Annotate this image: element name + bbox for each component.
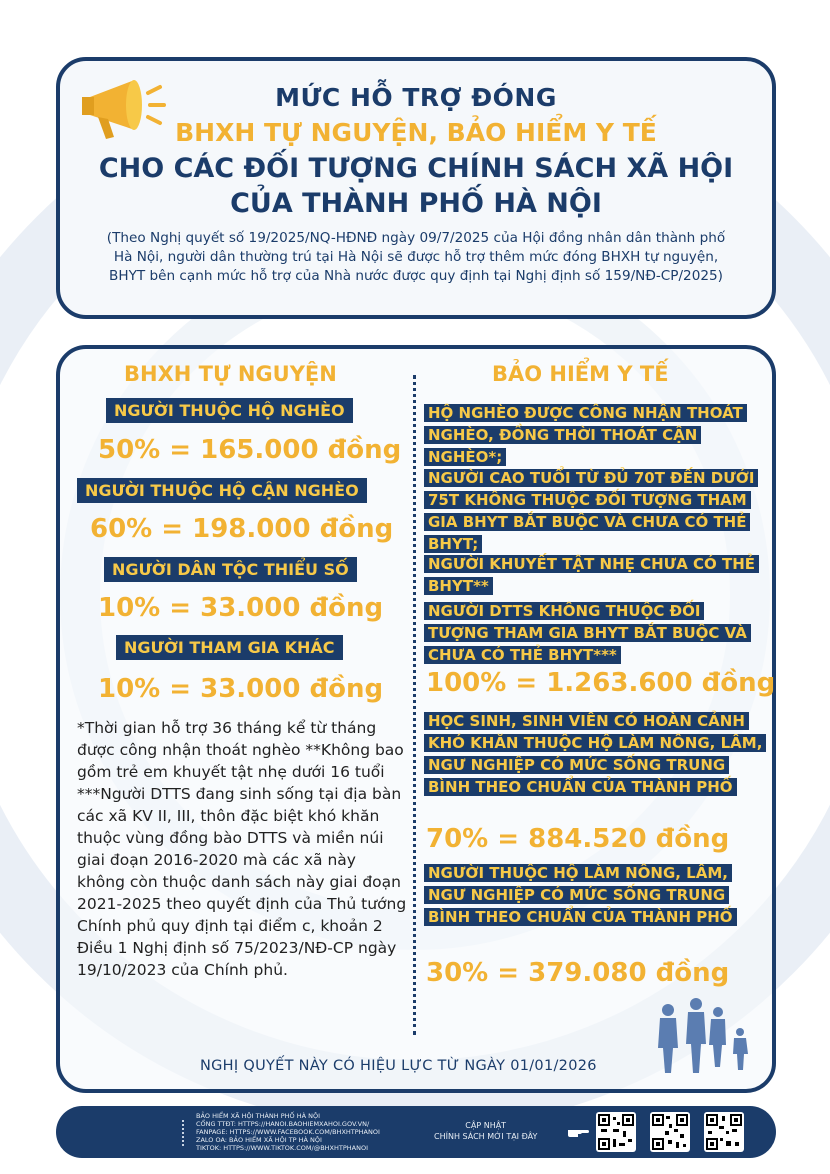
right-amount-30: 30% = 379.080 đồng	[426, 958, 730, 988]
right-group1-text-2: NGƯỜI CAO TUỔI TỪ ĐỦ 70T ĐẾN DƯỚI 75T KHÔNG THUỘC ĐỐI TƯỢNG THAM GIA BHYT BẮT BUỘC VÀ CHƯA CÓ THẺ BHYT;	[424, 469, 758, 553]
left-label-tham-gia-khac: NGƯỜI THAM GIA KHÁC	[116, 635, 343, 660]
title-line-1: MỨC HỖ TRỢ ĐÓNG	[275, 83, 557, 112]
pointing-hand-icon	[566, 1124, 590, 1140]
footer-zalo[interactable]: ZALO OA: BẢO HIỂM XÃ HỘI TP HÀ NỘI	[196, 1136, 322, 1144]
right-column-title: BẢO HIỂM Y TẾ	[492, 362, 669, 386]
left-label-can-ngheo: NGƯỜI THUỘC HỘ CẬN NGHÈO	[77, 478, 367, 503]
header-note: (Theo Nghị quyết số 19/2025/NQ-HĐNĐ ngày 09/7/2025 của Hội đồng nhân dân thành phố Hà Nội, người dân thường trú tại Hà Nội sẽ được hỗ trợ thêm mức đóng BHXH tự nguyện, BHYT bên cạnh mức hỗ trợ của Nhà nước được quy định tại Nghị định số 159/NĐ-CP/2025)	[106, 230, 726, 284]
megaphone-icon	[80, 73, 170, 143]
footer-update-text	[434, 1120, 537, 1142]
footer-portal-link[interactable]: CỔNG TTĐT: HTTPS://HANOI.BAOHIEMXAHOI.GOV.VN/	[196, 1120, 370, 1128]
title-line-4: CỦA THÀNH PHỐ HÀ NỘI	[230, 188, 602, 219]
left-amount-tham-gia-khac: 10% = 33.000 đồng	[98, 674, 384, 704]
footer-org: BẢO HIỂM XÃ HỘI THÀNH PHỐ HÀ NỘI	[196, 1112, 321, 1120]
column-divider	[413, 375, 416, 1035]
left-amount-can-ngheo: 60% = 198.000 đồng	[90, 514, 394, 544]
footer-bar	[56, 1106, 776, 1158]
left-label-dan-toc: NGƯỜI DÂN TỘC THIỂU SỐ	[104, 557, 357, 582]
right-group1-text-1: HỘ NGHÈO ĐƯỢC CÔNG NHẬN THOÁT NGHÈO, ĐỒNG THỜI THOÁT CẬN NGHÈO*;	[424, 404, 747, 466]
left-amount-ho-ngheo: 50% = 165.000 đồng	[98, 435, 402, 465]
qr-code-icon[interactable]	[596, 1112, 636, 1152]
footer-update-line2: CHÍNH SÁCH MỚI TẠI ĐÂY	[434, 1132, 538, 1141]
footer-update-line1: CẬP NHẬT	[465, 1121, 507, 1130]
footnote-text: *Thời gian hỗ trợ 36 tháng kể từ tháng được công nhận thoát nghèo **Không bao gồm trẻ em khuyết tật nhẹ dưới 16 tuổi ***Người DTTS đang sinh sống tại địa bàn các xã KV II, III, thôn đặc biệt khó khăn thuộc vùng đồng bào DTTS và miền núi giai đoạn 2016-2020 mà các xã này không còn thuộc danh sách này giai đoạn 2021-2025 theo quyết định của Thủ tướng Chính phủ quy định tại điểm c, khoản 2 Điều 1 Nghị định số 75/2023/NĐ-CP ngày 19/10/2023 của Chính phủ.	[77, 719, 407, 979]
right-group3-text: NGƯỜI THUỘC HỘ LÀM NÔNG, LÂM, NGƯ NGHIỆP CÓ MỨC SỐNG TRUNG BÌNH THEO CHUẨN CỦA THÀNH PHỐ	[424, 864, 737, 926]
qr-code-icon[interactable]	[650, 1112, 690, 1152]
left-label-ho-ngheo: NGƯỜI THUỘC HỘ NGHÈO	[106, 398, 353, 423]
right-amount-100: 100% = 1.263.600 đồng	[426, 668, 776, 698]
right-group1-text-4: NGƯỜI DTTS KHÔNG THUỘC ĐỐI TƯỢNG THAM GIA BHYT BẮT BUỘC VÀ CHƯA CÓ THẺ BHYT***	[424, 602, 751, 664]
header-box	[56, 57, 776, 319]
right-group3-item	[424, 862, 764, 928]
title-line-2: BHXH TỰ NGUYỆN, BẢO HIỂM Y TẾ	[175, 118, 657, 147]
footer-contact-info	[196, 1112, 380, 1152]
right-group1-text-3: NGƯỜI KHUYẾT TẬT NHẸ CHƯA CÓ THẺ BHYT**	[424, 555, 759, 595]
right-group1-item-2	[424, 467, 764, 555]
right-amount-70: 70% = 884.520 đồng	[426, 824, 730, 854]
left-column-title: BHXH TỰ NGUYỆN	[124, 362, 337, 386]
right-group1-item-3	[424, 553, 764, 597]
footer-fanpage-link[interactable]: FANPAGE: HTTPS://WWW.FACEBOOK.COM/BHXHTPHANOI	[196, 1128, 380, 1136]
footer-divider	[182, 1120, 184, 1146]
family-icon	[648, 998, 758, 1073]
title-line-3: CHO CÁC ĐỐI TƯỢNG CHÍNH SÁCH XÃ HỘI	[98, 153, 734, 184]
right-group2-text: HỌC SINH, SINH VIÊN CÓ HOÀN CẢNH KHÓ KHĂN THUỘC HỘ LÀM NÔNG, LÂM, NGƯ NGHIỆP CÓ MỨC SỐNG TRUNG BÌNH THEO CHUẨN CỦA THÀNH PHỐ	[424, 712, 766, 796]
right-group2-item	[424, 710, 764, 798]
qr-code-icon[interactable]	[704, 1112, 744, 1152]
left-amount-dan-toc: 10% = 33.000 đồng	[98, 593, 384, 623]
effective-date-text: NGHỊ QUYẾT NÀY CÓ HIỆU LỰC TỪ NGÀY 01/01/2026	[200, 1058, 597, 1074]
footer-tiktok-link[interactable]: TIKTOK: HTTPS://WWW.TIKTOK.COM/@BHXHTPHANOI	[196, 1144, 369, 1152]
right-group1-item-4	[424, 600, 764, 666]
right-group1-item-1	[424, 402, 764, 468]
